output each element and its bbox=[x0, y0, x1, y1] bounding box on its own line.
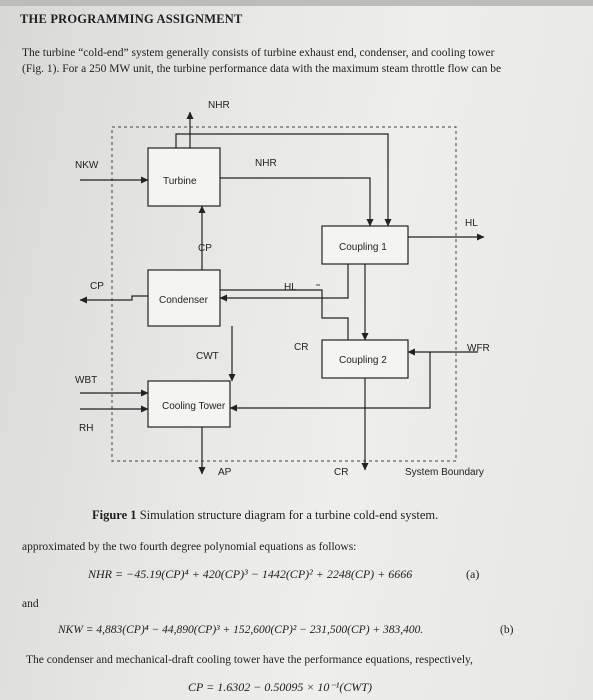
intro-line-1: The turbine “cold-end” system generally consists of turbine exhaust end, condenser, and cooling tower bbox=[22, 47, 495, 59]
label-condenser: Condenser bbox=[159, 295, 208, 306]
label-hl-right: HL bbox=[465, 218, 478, 229]
label-cwt: CWT bbox=[196, 351, 219, 362]
equation-a-lhs: NHR bbox=[88, 567, 112, 581]
approx-line: approximated by the two fourth degree polynomial equations as follows: bbox=[22, 541, 357, 553]
assignment-heading: THE PROGRAMMING ASSIGNMENT bbox=[20, 12, 243, 26]
equation-a-number: (a) bbox=[466, 567, 480, 581]
label-rh: RH bbox=[79, 423, 94, 434]
equation-c: CP = 1.6302 − 0.50095 × 10⁻¹(CWT) bbox=[188, 680, 373, 694]
figure-caption-text: Simulation structure diagram for a turbine cold-end system. bbox=[136, 508, 439, 522]
label-nhr-top: NHR bbox=[208, 100, 230, 111]
label-turbine: Turbine bbox=[163, 176, 197, 187]
label-nhr-mid: NHR bbox=[255, 158, 277, 169]
equation-b-rhs: = 4,883(CP)⁴ − 44,890(CP)³ + 152,600(CP)² − 231,500(CP) + 383,400. bbox=[85, 624, 424, 636]
label-ap: AP bbox=[218, 467, 232, 478]
label-wbt: WBT bbox=[75, 375, 98, 386]
label-cr-bottom: CR bbox=[334, 467, 349, 478]
performance-line: The condenser and mechanical-draft cooling tower have the performance equations, respectively, bbox=[26, 654, 473, 666]
nhr-coupling-arrow bbox=[220, 178, 370, 226]
equation-a-rhs: = −45.19(CP)⁴ + 420(CP)³ − 1442(CP)² + 2248(CP) + 6666 bbox=[115, 567, 413, 581]
equation-b-number: (b) bbox=[500, 624, 514, 636]
figure-number: Figure 1 bbox=[92, 508, 137, 522]
label-coupling-2: Coupling 2 bbox=[339, 355, 387, 366]
label-wfr: WFR bbox=[467, 343, 490, 354]
and-word: and bbox=[22, 598, 39, 610]
equation-a bbox=[88, 567, 412, 582]
intro-line-2: (Fig. 1). For a 250 MW unit, the turbine performance data with the maximum steam throttle flow can be bbox=[22, 63, 502, 75]
label-cp-inner: CP bbox=[198, 243, 212, 254]
label-cooling-tower: Cooling Tower bbox=[162, 401, 226, 412]
figure-caption bbox=[92, 508, 438, 523]
equation-b-lhs: NKW bbox=[58, 624, 83, 636]
label-nkw: NKW bbox=[75, 160, 99, 171]
label-coupling-1: Coupling 1 bbox=[339, 242, 387, 253]
label-hl-mid: HL bbox=[284, 282, 297, 293]
label-system-boundary: System Boundary bbox=[405, 467, 484, 478]
label-cp-left: CP bbox=[90, 281, 104, 292]
cp-out-arrow bbox=[80, 296, 148, 300]
equation-b bbox=[58, 624, 423, 636]
label-cr-mid: CR bbox=[294, 342, 309, 353]
